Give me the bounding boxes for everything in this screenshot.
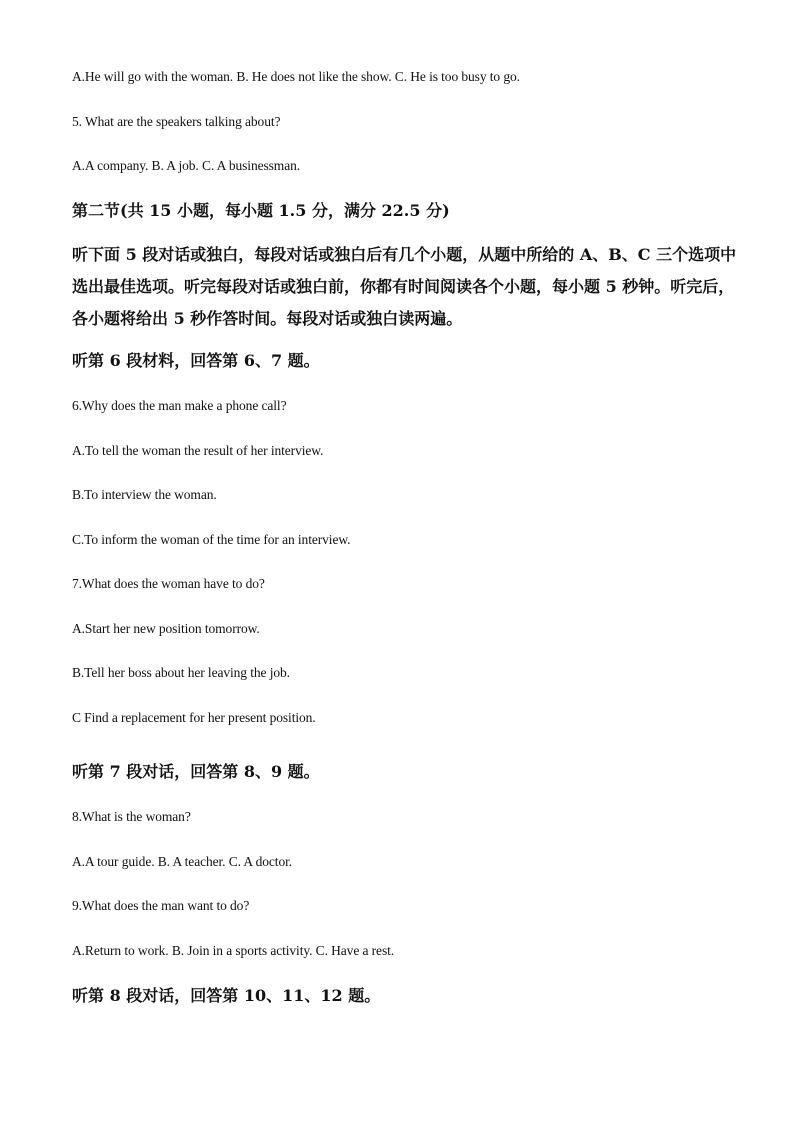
question-6-stem: 6.Why does the man make a phone call? bbox=[72, 398, 287, 413]
question-5-stem: 5. What are the speakers talking about? bbox=[72, 114, 281, 129]
question-7-option-a: A.Start her new position tomorrow. bbox=[72, 621, 260, 636]
question-6-option-a: A.To tell the woman the result of her interview. bbox=[72, 443, 324, 458]
question-8-stem: 8.What is the woman? bbox=[72, 809, 191, 824]
question-9-options: A.Return to work. B. Join in a sports activity. C. Have a rest. bbox=[72, 943, 395, 958]
question-4-options: A.He will go with the woman. B. He does not like the show. C. He is too busy to go. bbox=[72, 69, 520, 84]
section-heading: 第二节(共 15 小题，每小题 1.5 分，满分 22.5 分) bbox=[72, 201, 450, 220]
question-6-option-b: B.To interview the woman. bbox=[72, 487, 217, 502]
question-7-stem: 7.What does the woman have to do? bbox=[72, 576, 265, 591]
question-6-option-c: C.To inform the woman of the time for an interview. bbox=[72, 532, 351, 547]
passage-6-heading: 听第 6 段材料，回答第 6、7 题。 bbox=[72, 351, 320, 370]
passage-8-heading: 听第 8 段对话，回答第 10、11、12 题。 bbox=[72, 986, 381, 1005]
question-9-stem: 9.What does the man want to do? bbox=[72, 898, 250, 913]
question-7-option-b: B.Tell her boss about her leaving the job. bbox=[72, 665, 290, 680]
passage-7-heading: 听第 7 段对话，回答第 8、9 题。 bbox=[72, 762, 320, 781]
section-instructions: 听下面 5 段对话或独白，每段对话或独白后有几个小题，从题中所给的 A、B、C 三个选项中选出最佳选项。听完每段对话或独白前，你都有时间阅读各个小题，每小题 5 秒钟。听完后，各小题将给出 5 秒作答时间。每段对话或独白读两遍。 bbox=[72, 245, 737, 328]
question-7-option-c: C Find a replacement for her present position. bbox=[72, 710, 316, 725]
question-8-options: A.A tour guide. B. A teacher. C. A doctor. bbox=[72, 854, 293, 869]
question-5-options: A.A company. B. A job. C. A businessman. bbox=[72, 158, 301, 173]
